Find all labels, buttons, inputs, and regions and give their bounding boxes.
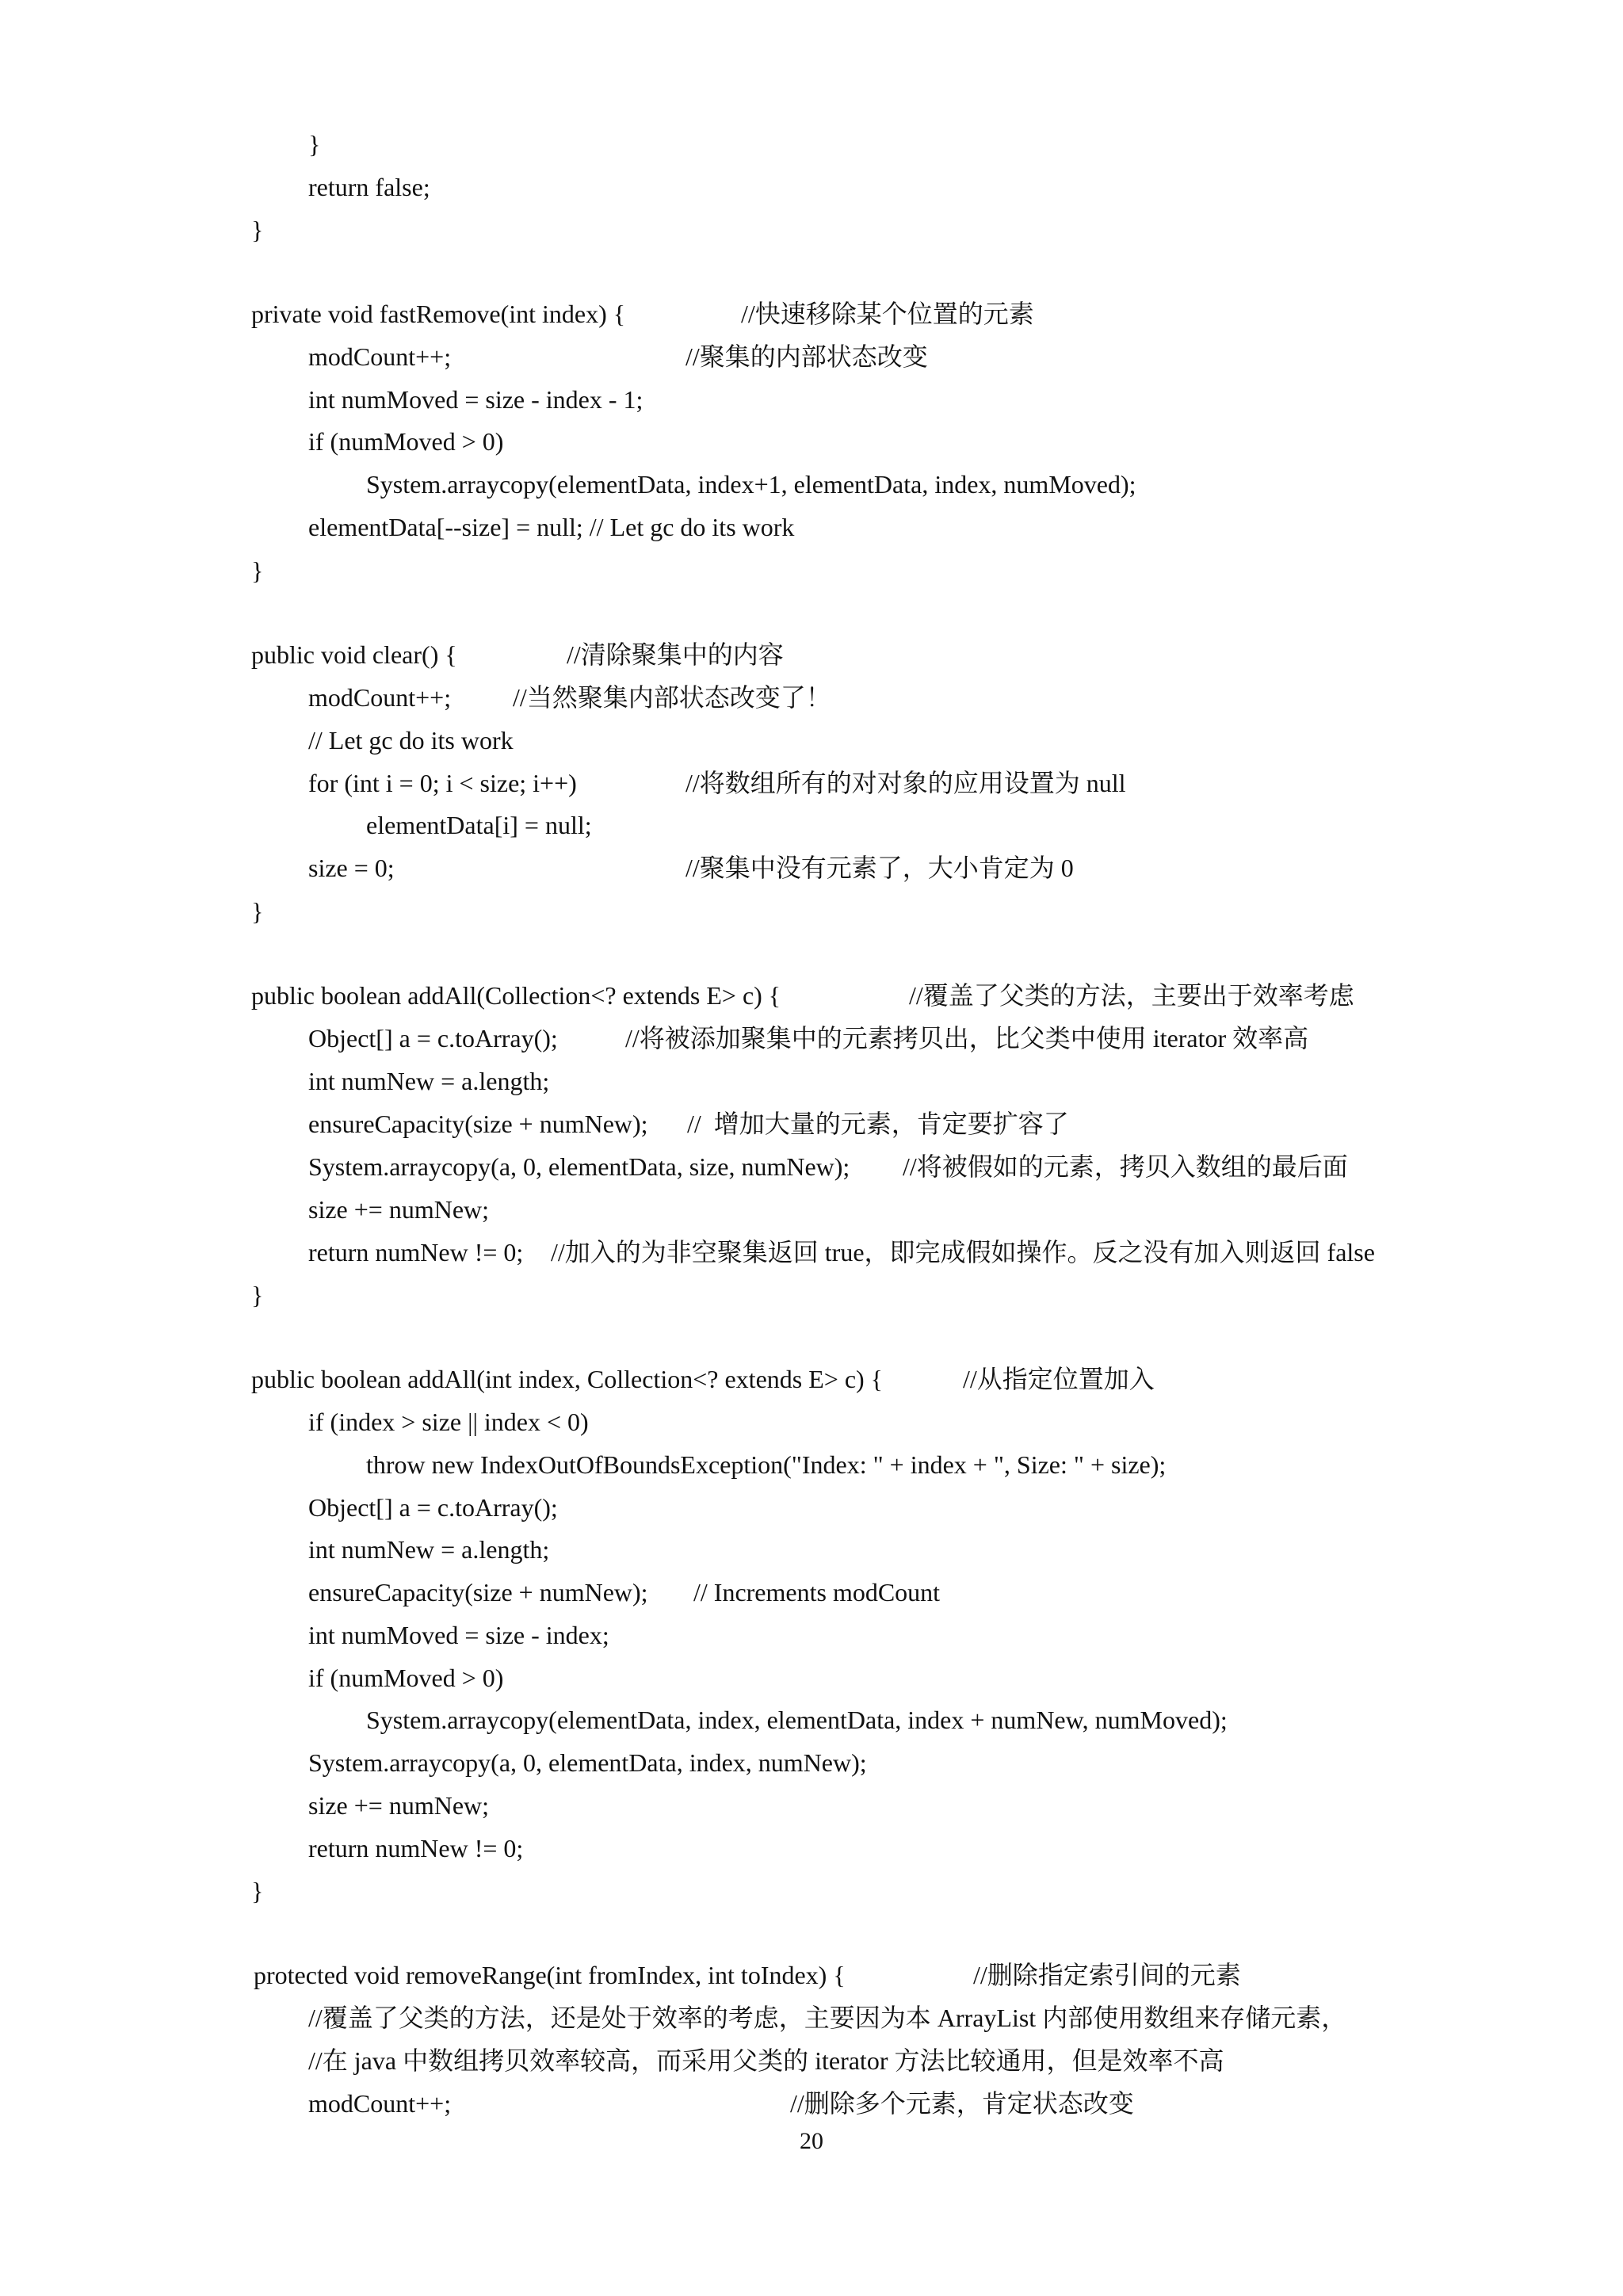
code-text: ensureCapacity(size + numNew);: [308, 1578, 648, 1606]
code-text: for (int i = 0; i < size; i++): [308, 769, 577, 797]
code-line-6: [283, 384, 643, 415]
code-comment: //聚集中没有元素了，大小肯定为 0: [685, 854, 1074, 882]
code-line-21: [283, 1108, 1069, 1140]
code-text: System.arraycopy(elementData, index+1, elementData, index, numMoved);: [366, 470, 1136, 499]
code-text: modCount++;: [308, 2089, 452, 2118]
code-line-5: [283, 341, 928, 372]
code-line-15: [341, 809, 592, 841]
code-line-22: [283, 1151, 1348, 1182]
code-text: ensureCapacity(size + numNew);: [308, 1110, 648, 1138]
code-line-30: [283, 1534, 550, 1565]
code-text: //在 java 中数组拷贝效率较高，而采用父类的 iterator 方法比较通用，但是效率不高: [308, 2046, 1224, 2075]
code-text: return numNew != 0;: [308, 1834, 524, 1862]
code-comment: //当然聚集内部状态改变了！: [513, 683, 831, 712]
code-comment: //从指定位置加入: [963, 1365, 1155, 1393]
code-text: protected void removeRange(int fromIndex, int toIndex) {: [254, 1961, 846, 1989]
code-line-19: [283, 1022, 1309, 1054]
code-text: }: [251, 216, 264, 244]
code-line-8: [341, 468, 1136, 500]
code-text: int numMoved = size - index;: [308, 1621, 609, 1649]
code-line-41: [283, 2045, 1224, 2076]
code-text: size = 0;: [308, 854, 395, 882]
code-line-17: [226, 896, 264, 927]
code-line-4: [226, 298, 1034, 330]
code-line-2: [283, 171, 430, 203]
code-line-26: [226, 1363, 1155, 1395]
code-text: //覆盖了父类的方法，还是处于效率的考虑，主要因为本 ArrayList 内部使用数组来存储元素，: [308, 2004, 1347, 2032]
code-line-14: [283, 767, 1126, 799]
code-line-29: [283, 1492, 558, 1523]
code-text: }: [251, 897, 264, 926]
code-text: Object[] a = c.toArray();: [308, 1024, 558, 1052]
code-text: int numNew = a.length;: [308, 1535, 550, 1564]
code-comment: //将被添加聚集中的元素拷贝出，比父类中使用 iterator 效率高: [625, 1024, 1309, 1052]
code-comment: //聚集的内部状态改变: [685, 342, 928, 371]
code-text: elementData[--size] = null; // Let gc do its work: [308, 513, 795, 541]
code-text: public boolean addAll(Collection<? extends E> c) {: [251, 981, 781, 1010]
code-line-3: [226, 214, 264, 246]
code-line-18: [226, 980, 1354, 1011]
code-text: }: [308, 130, 321, 159]
code-text: public boolean addAll(int index, Collection<? extends E> c) {: [251, 1365, 884, 1393]
code-text: if (numMoved > 0): [308, 427, 504, 456]
code-line-39: [228, 1959, 1241, 1991]
code-text: size += numNew;: [308, 1791, 490, 1820]
code-line-33: [283, 1662, 504, 1694]
code-text: throw new IndexOutOfBoundsException("Index: " + index + ", Size: " + size);: [366, 1450, 1167, 1479]
code-line-11: [226, 639, 784, 670]
code-comment: // 增加大量的元素，肯定要扩容了: [687, 1110, 1069, 1138]
code-text: System.arraycopy(elementData, index, elementData, index + numNew, numMoved);: [366, 1706, 1228, 1734]
code-text: if (numMoved > 0): [308, 1664, 504, 1692]
code-text: int numMoved = size - index - 1;: [308, 385, 643, 414]
code-text: int numNew = a.length;: [308, 1067, 550, 1095]
code-text: Object[] a = c.toArray();: [308, 1493, 558, 1522]
code-line-40: [283, 2002, 1347, 2034]
code-line-32: [283, 1619, 609, 1651]
code-line-16: [283, 852, 1074, 884]
code-comment: //覆盖了父类的方法，主要出于效率考虑: [909, 981, 1354, 1010]
code-comment: //加入的为非空聚集返回 true，即完成假如操作。反之没有加入则返回 false: [551, 1238, 1375, 1266]
code-comment: //删除多个元素，肯定状态改变: [790, 2089, 1134, 2118]
code-line-9: [283, 511, 795, 543]
code-text: }: [251, 1877, 264, 1905]
code-text: System.arraycopy(a, 0, elementData, size, numNew);: [308, 1152, 850, 1181]
code-line-28: [341, 1449, 1167, 1480]
code-text: }: [251, 1281, 264, 1309]
code-line-35: [283, 1747, 867, 1778]
code-comment: // Increments modCount: [693, 1578, 941, 1606]
code-comment: //快速移除某个位置的元素: [741, 300, 1034, 328]
code-line-25: [226, 1279, 264, 1311]
code-line-36: [283, 1790, 490, 1821]
code-line-23: [283, 1194, 490, 1225]
code-comment: //将数组所有的对对象的应用设置为 null: [685, 769, 1126, 797]
code-line-27: [283, 1406, 589, 1438]
code-line-20: [283, 1065, 550, 1097]
code-comment: //将被假如的元素，拷贝入数组的最后面: [903, 1152, 1348, 1181]
code-text: elementData[i] = null;: [366, 811, 592, 839]
code-line-1: [283, 128, 321, 160]
code-text: return numNew != 0;: [308, 1238, 524, 1266]
code-line-34: [341, 1704, 1228, 1736]
code-line-31: [283, 1576, 941, 1608]
code-comment: //清除聚集中的内容: [567, 640, 784, 669]
code-text: private void fastRemove(int index) {: [251, 300, 626, 328]
code-line-10: [226, 555, 264, 586]
code-line-12: [283, 682, 831, 713]
code-text: // Let gc do its work: [308, 726, 514, 755]
code-line-13: [283, 724, 514, 756]
code-line-42: [283, 2088, 1134, 2119]
code-text: modCount++;: [308, 342, 452, 371]
code-line-38: [226, 1875, 264, 1907]
page-number: 20: [800, 2128, 823, 2154]
code-text: System.arraycopy(a, 0, elementData, index, numNew);: [308, 1748, 867, 1777]
code-comment: //删除指定索引间的元素: [973, 1961, 1241, 1989]
code-line-37: [283, 1832, 524, 1864]
code-text: modCount++;: [308, 683, 452, 712]
code-text: return false;: [308, 173, 430, 201]
code-text: if (index > size || index < 0): [308, 1408, 589, 1436]
code-line-24: [283, 1236, 1375, 1268]
code-line-7: [283, 426, 504, 457]
code-text: }: [251, 556, 264, 585]
code-text: public void clear() {: [251, 640, 457, 669]
code-text: size += numNew;: [308, 1195, 490, 1224]
